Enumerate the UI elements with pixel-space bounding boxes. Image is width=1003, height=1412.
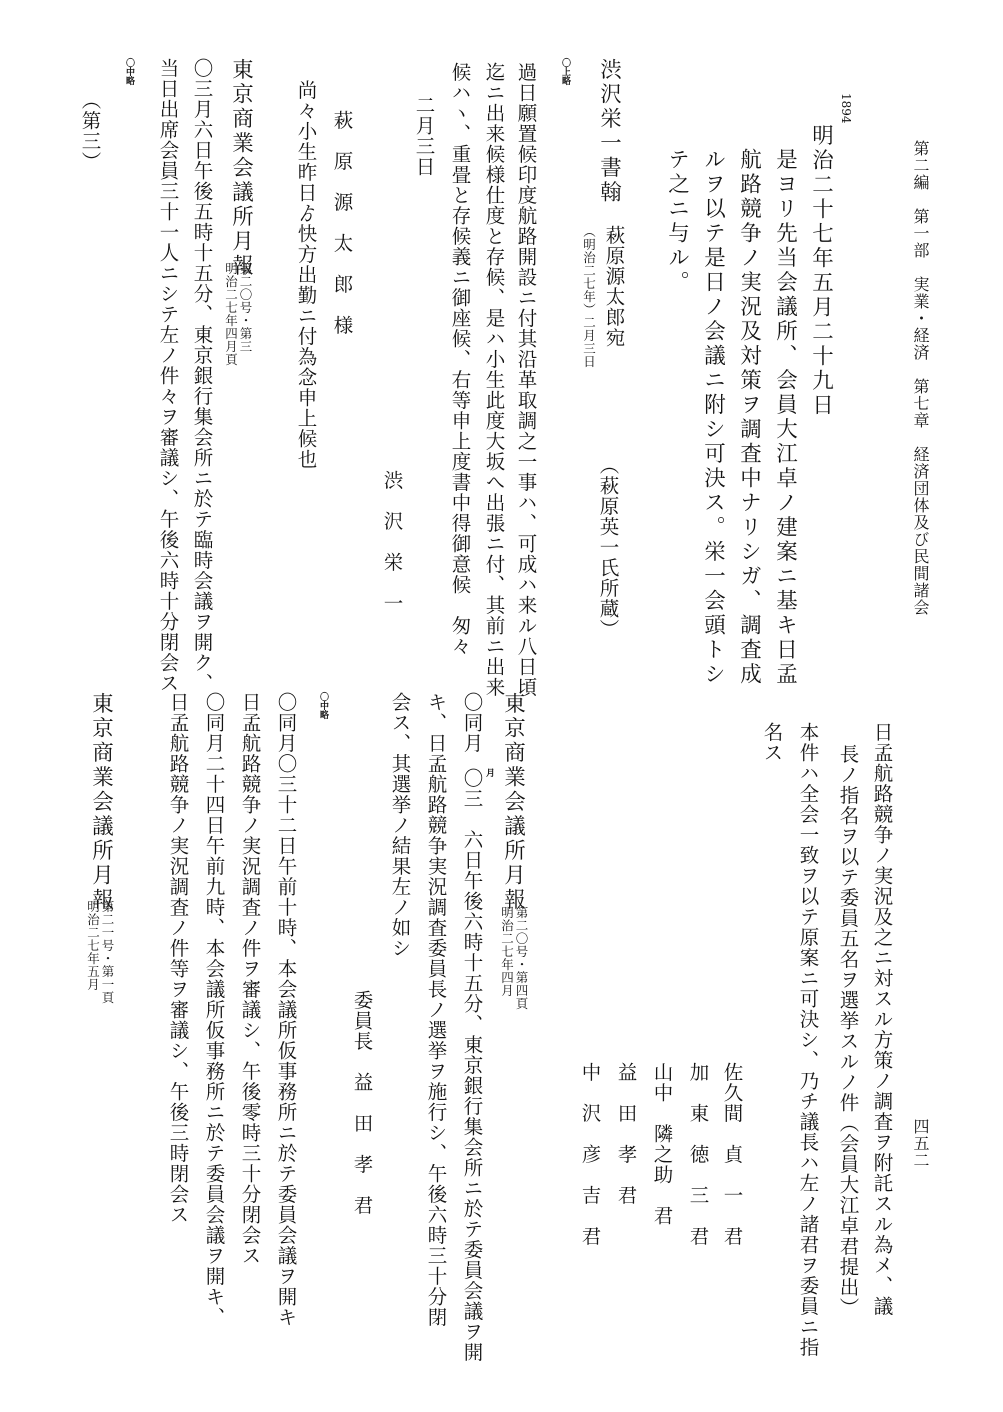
resolution-line: 本件ハ全会一致ヲ以テ原案ニ可決シ、乃チ議長ハ左ノ諸君ヲ委員ニ指 xyxy=(796,722,820,1358)
page-number: 四五二 xyxy=(911,1118,930,1169)
member-name: 佐久間 貞 一 君 xyxy=(720,1062,744,1247)
report-line: 〇同月〇三十二日午前十時、本会議所仮事務所ニ於テ委員会議ヲ開キ xyxy=(274,692,298,1328)
letter-postscript: 尚々小生昨日ゟ快方出勤ニ付為念申上候也 xyxy=(294,80,318,470)
running-title: 第二編 第一部 実業・経済 第七章 経済団体及び民間諸会 xyxy=(911,140,930,616)
citation-date: 明治二七年四月 xyxy=(499,906,515,997)
letter-title: 渋沢栄一書翰 xyxy=(596,58,622,205)
report-line: 〇三月六日午後五時十五分、東京銀行集会所ニ於テ臨時会議ヲ開ク、 xyxy=(190,58,214,694)
letter-addressee: 萩原源太郎宛 xyxy=(602,225,626,348)
letter-signature: 渋 沢 栄 一 xyxy=(380,470,404,614)
resolution-line: 日孟航路競争ノ実況及之ニ対スル方策ノ調査ヲ附託スル為メ、議 xyxy=(870,722,894,1317)
citation-issue: 第二一号・第一頁 xyxy=(100,900,115,1004)
omission-mark: 〇中略 xyxy=(124,58,134,85)
report-line-sub: 月 xyxy=(484,768,494,777)
member-name: 山中 隣之助 君 xyxy=(650,1062,674,1226)
report-line: 日孟航路競争ノ実況調査ノ件等ヲ審議シ、午後三時閉会ス xyxy=(166,692,190,1225)
year-label: 1894 xyxy=(839,93,853,124)
report-citation xyxy=(500,906,527,1010)
letter-source: （萩原英一氏所蔵） xyxy=(596,455,620,640)
paragraph-line: 航路競争ノ実況及対策ヲ調査中ナリシガ、調査成 xyxy=(736,148,762,687)
date-heading: 明治二十七年五月二十九日 xyxy=(808,124,834,418)
resolution-line: 名ス xyxy=(760,722,784,763)
paragraph-line: テ之ニ与ル。 xyxy=(664,148,690,295)
member-name: 加 東 徳 三 君 xyxy=(686,1062,710,1247)
letter-date: 二月三日 xyxy=(412,95,436,177)
member-name: 益 田 孝 君 xyxy=(614,1062,638,1206)
resolution-line: 長ノ指名ヲ以テ委員五名ヲ選挙スルノ件（会員大江卓君提出） xyxy=(836,744,860,1318)
citation-issue: 第二〇号・第三 xyxy=(238,262,253,353)
letter-line: 候ハヽ、重畳と存候義ニ御座候、右等申上度書中得御意候 匆々 xyxy=(448,62,472,657)
omission-mark: 〇中略 xyxy=(318,692,328,719)
item-number: （第三） xyxy=(78,90,102,172)
omission-mark: 〇上略 xyxy=(560,58,570,85)
letter-addressee-date: （明治二七年）二月三日 xyxy=(581,225,597,368)
report-line: 〇三 六日午後六時十五分、東京銀行集会所ニ於テ委員会議ヲ開 xyxy=(460,768,484,1363)
report-citation xyxy=(86,900,113,1004)
letter-line: 迄ニ出来候様仕度と存候、是ハ小生此度大坂へ出張ニ付、其前ニ出来 xyxy=(482,62,506,698)
report-line: 〇同月二十四日午前九時、本会議所仮事務所ニ於テ委員会議ヲ開キ、 xyxy=(202,692,226,1328)
citation-date: 明治二七年五月 xyxy=(85,900,101,991)
report-line: 会ス、其選挙ノ結果左ノ如シ xyxy=(388,692,412,959)
paragraph-line: ルヲ以テ是日ノ会議ニ附シ可決ス。栄一会頭トシ xyxy=(700,148,726,687)
report-title: 東京商業会議所月報 xyxy=(228,58,254,279)
report-title: 東京商業会議所月報 xyxy=(88,692,114,913)
citation-issue: 第二〇号・第四頁 xyxy=(514,906,529,1010)
report-title: 東京商業会議所月報 xyxy=(500,692,526,913)
committee-chair: 委員長 益 田 孝 君 xyxy=(350,990,374,1216)
report-citation xyxy=(224,262,251,366)
report-line: 日孟航路競争ノ実況調査ノ件ヲ審議シ、午後零時三十分閉会ス xyxy=(238,692,262,1266)
letter-line: 過日願置候印度航路開設ニ付其沿革取調之一事ハ、可成ハ来ル八日頃 xyxy=(514,62,538,698)
citation-date: 明治二七年四月頁 xyxy=(223,262,239,366)
report-line: 当日出席会員三十一人ニシテ左ノ件々ヲ審議シ、午後六時十分閉会ス xyxy=(156,58,180,694)
paragraph-line: 是ヨリ先当会議所、会員大江卓ノ建案ニ基キ日孟 xyxy=(772,148,798,687)
report-line: キ、日孟航路競争実況調査委員長ノ選挙ヲ施行シ、午後六時三十分閉 xyxy=(424,692,448,1328)
letter-recipient: 萩 原 源 太 郎 様 xyxy=(330,110,354,336)
report-line-prefix: 〇同月 xyxy=(460,692,484,754)
member-name: 中 沢 彦 吉 君 xyxy=(578,1062,602,1247)
